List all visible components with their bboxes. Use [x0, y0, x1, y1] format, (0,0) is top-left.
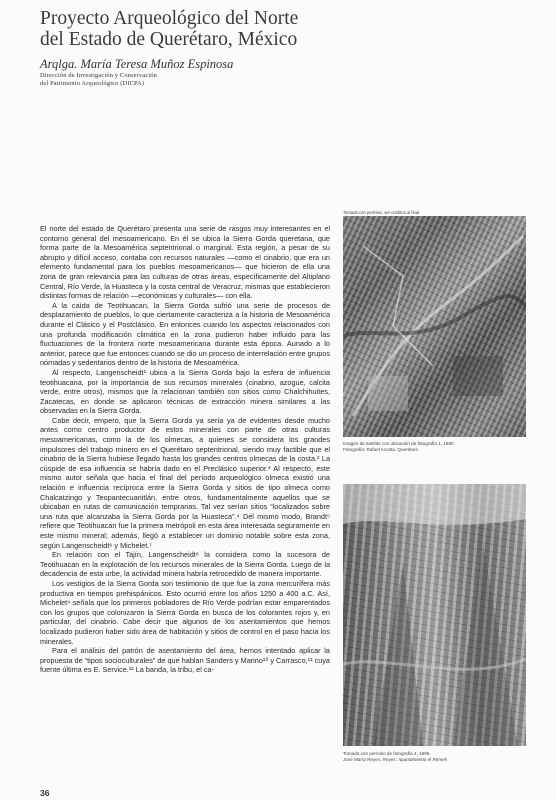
body-paragraph-7: Para el análisis del patrón de asentamiento del área, hemos intentado aplicar la propuesta de “tipos socioculturales” de que hablan Sanders y Marino¹⁰ y Carrasco,¹¹ cuya fuente última es E. Service.¹² La banda, la tribu, el ca- — [40, 646, 330, 675]
affiliation-line-2: del Patrimonio Arqueológico (DICPA) — [40, 80, 145, 87]
photo1-caption-line-1: Imagen de satélite con ubicación de fotografía 1, 1990. — [343, 441, 455, 446]
photo1-caption-line-2: Fotografía: Rafael Acosta, Querétaro — [343, 447, 419, 452]
photo2-caption-line-1: Tomado con permiso de fotografía 4, 1996. — [343, 751, 431, 756]
body-paragraph-6: Los vestigios de la Sierra Gorda son testimonio de que fue la zona mercurífera más productiva en tiempos prehispánicos. Esto ocurrió entre los años 1250 a 400 a.C. Así, Michelet⁹ señala que los primeros pobladores de Río Verde podrían estar emparentados con los grupos que colonizaron la Sierra Gorda en busca de los colorantes rojos y, en particular, del cinabrio. Cabe decir que algunos de los asentamientos que hemos localizado pudieron haber sido área de habitación y sitios de control en el paso hacia los minerales. — [40, 578, 330, 646]
landscape-photograph — [343, 484, 526, 746]
body-paragraph-3: Al respecto, Langenscheidt¹ ubica a la Sierra Gorda bajo la esfera de influencia teotihuacana, por la importancia de sus recursos minerales (cinabrio, azogue, calcita verde, entre otros), mismos que la relacionan también con sitios como Chalchihuites, Zacatecas, en donde se aplicaron técnicas de extracción minera similares a las observadas en la Sierra Gorda. — [40, 367, 330, 416]
photo2-caption-line-2: José María Reyes, Reyes: Apuntamiento el Remeli — [343, 757, 447, 762]
article-title — [40, 8, 510, 50]
page-number: 36 — [40, 788, 50, 798]
body-paragraph-1: El norte del estado de Querétaro presenta una serie de rasgos muy interesantes en el contorno general del mesoamericano. En él se ubica la Sierra Gorda queretana, que forma parte de la Mesoamérica septentrional o marginal. Esta región, a pesar de su abrupto y difícil acceso, contaba con recursos naturales —como el cinabrio, que era un elemento fundamental para los pueblos mesoamericanos— que hicieron de ella una zona de gran relevancia para las culturas de otras áreas, específicamente del Altiplano Central, Río Verde, la Huasteca y la costa central de Veracruz, mismas que establecieron distintas formas de relación —económicas y culturales— con ella. — [40, 224, 330, 301]
photo1-caption — [343, 441, 455, 453]
author-name: Arqlga. María Teresa Muñoz Espinosa — [40, 57, 234, 71]
title-line-2: del Estado de Querétaro, México — [40, 29, 298, 50]
author-affiliation — [40, 72, 157, 88]
figure-top-note: Tomado con permiso, ver créditos al final — [343, 210, 420, 215]
title-line-1: Proyecto Arqueológico del Norte — [40, 8, 299, 29]
body-paragraph-4: Cabe decir, empero, que la Sierra Gorda ya sería ya de evidentes desde mucho antes como centro productor de estos minerales con parte de otras culturas mesoamericanas, como la de los olmecas, a quienes se considera los grandes impulsores del trabajo minero en el Querétaro septentrional, siendo muy factible que el cinabrio de la Sierra hubiese llegado hasta los grandes centros olmecas de la costa.² La cúspide de esa influencia se habría dado en el Preclásico superior.³ Al respecto, este mismo autor señala que hacia el final del período arqueológico olmeca existió una relación e influencia recíproca entre la Sierra Gorda y sitios de tipo olmeca como Chalcatzingo y Teopantecuanitlán, entre otros, fundamentalmente aquellos que se ubicaban en rutas de comunicación tempranas. Tal vez serían sitios “localizados sobre una ruta que alcanzaba la Sierra Gorda por la Huasteca”.⁴ Del mismo modo, Brandt⁵ refiere que Teotihuacan fue la primera metrópoli en esta área interesada seguramente en este mismo mineral; además, llegó a establecer un dominio notable sobre esta zona, según Langenscheidt⁶ y Michelet.⁷ — [40, 415, 330, 550]
body-paragraph-5: En relación con el Tajín, Langenscheidt⁸ la considera como la sucesora de Teotihuacan en la explotación de los recursos minerales de la Sierra Gorda. Luego de la decadencia de esta urbe, la actividad minera habría retrocedido de manera importante. — [40, 550, 330, 579]
aerial-photograph — [343, 216, 526, 437]
article-body — [40, 224, 330, 675]
affiliation-line-1: Dirección de Investigación y Conservación — [40, 72, 157, 79]
body-paragraph-2: A la caída de Teotihuacan, la Sierra Gorda sufrió una serie de procesos de desplazamiento de pueblos, lo que ciertamente caracteriza a la historia de Mesoamérica durante el Clásico y el Postclásico. En entonces cuando los aspectos relacionados con una profunda modificación climática en la zona pudieron haber influido para las fluctuaciones de la frontera norte mesoamericana durante esta época. Aunado a lo anterior, parece que fue entonces cuando se dio un proceso de interrelación entre grupos nómadas y sedentarios dentro de la historia de Mesoamérica. — [40, 300, 330, 368]
photo2-caption — [343, 751, 447, 763]
